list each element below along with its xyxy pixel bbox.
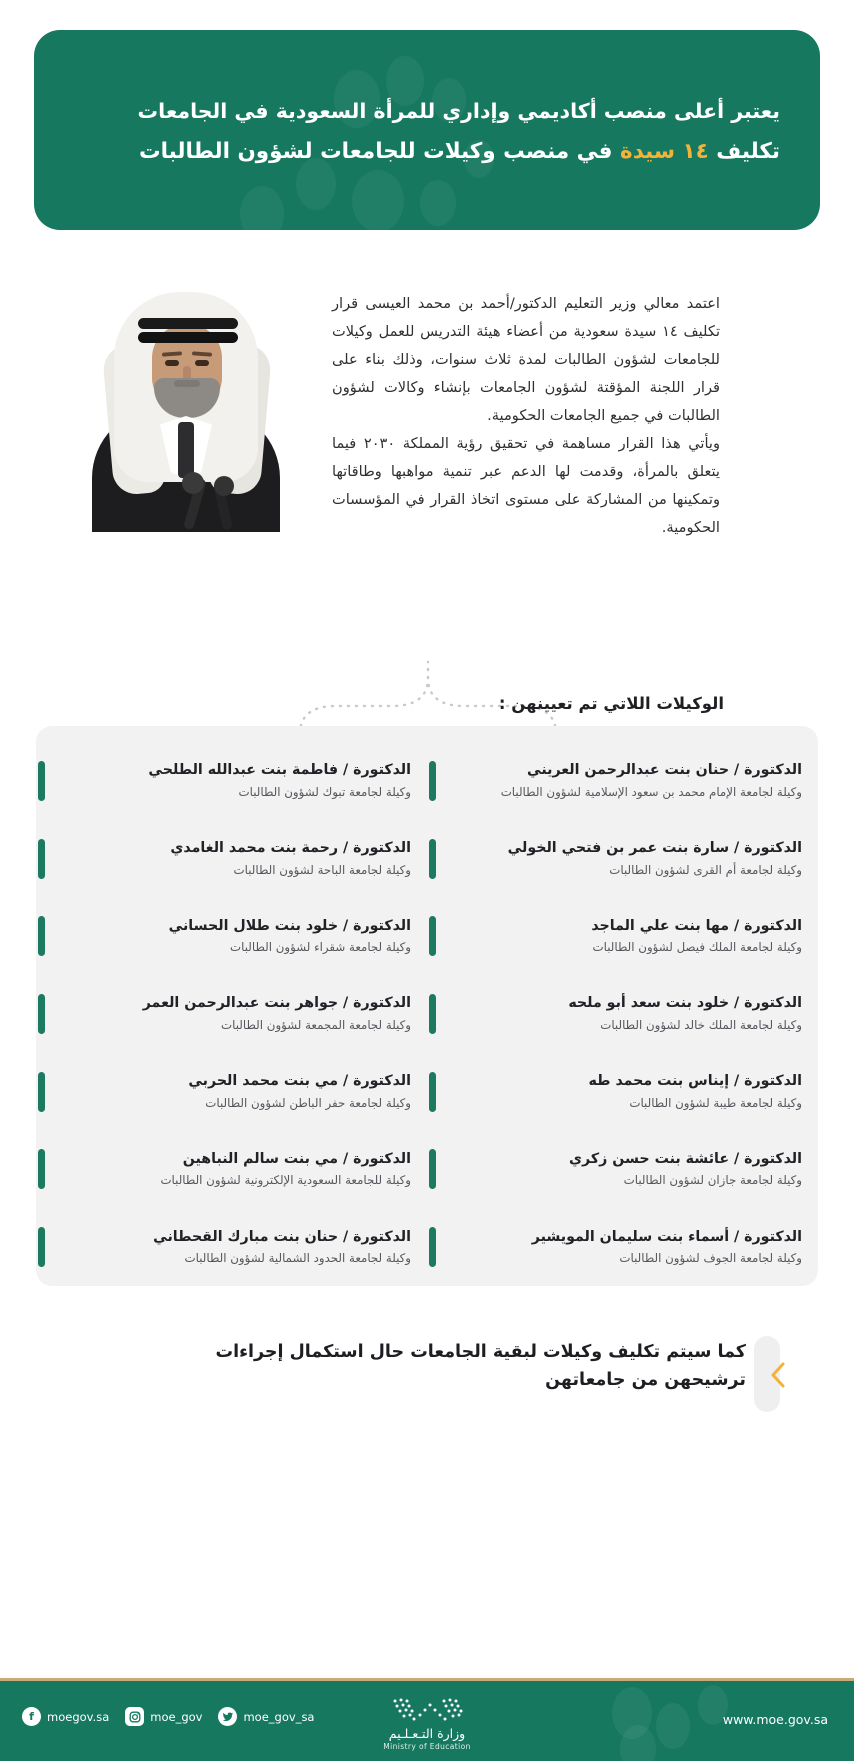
appointee-role: وكيلة لجامعة الملك فيصل لشؤون الطالبات bbox=[592, 940, 802, 955]
appointee-name: الدكتورة / عائشة بنت حسن زكري bbox=[569, 1150, 802, 1167]
social-handle: moe_gov bbox=[150, 1709, 203, 1724]
ministry-name-ar: وزارة التـعـلـيم bbox=[388, 1726, 466, 1741]
appointee-name: الدكتورة / مي بنت محمد الحربي bbox=[188, 1073, 411, 1090]
appointee-name: الدكتورة / حنان بنت مبارك القحطاني bbox=[153, 1228, 411, 1245]
intro-paragraph-1: اعتمد معالي وزير التعليم الدكتور/أحمد بن محمد العيسى قرار تكليف ١٤ سيدة سعودية من أعضاء هيئة التدريس للعمل وكيلات للجامعات لشؤون الطالبات لمدة ثلاث سنوات، وذلك بناء على قرار اللجنة المؤقتة لشؤون الجامعات بإنشاء وكالات لشؤون الطالبات في جميع الجامعات الحكومية. bbox=[332, 295, 720, 425]
appointee-name: الدكتورة / فاطمة بنت عبدالله الطلحي bbox=[148, 762, 411, 779]
appointee-name: الدكتورة / حنان بنت عبدالرحمن العريني bbox=[526, 762, 802, 779]
appointees-column-right bbox=[427, 726, 818, 1286]
banner-text-block bbox=[74, 96, 780, 168]
portrait-tie bbox=[178, 422, 194, 478]
appointee-name: الدكتورة / مها بنت علي الماجد bbox=[591, 917, 802, 934]
appointee-item[interactable] bbox=[36, 897, 427, 975]
appointee-item[interactable] bbox=[427, 1208, 818, 1286]
appointee-role: وكيلة لجامعة الإمام محمد بن سعود الإسلامية لشؤون الطالبات bbox=[500, 784, 802, 799]
social-handle: moe_gov_sa bbox=[243, 1709, 315, 1724]
appointee-role: وكيلة لجامعة شقراء لشؤون الطالبات bbox=[230, 940, 411, 955]
accent-bar bbox=[38, 994, 45, 1034]
accent-bar bbox=[38, 761, 45, 801]
social-link-facebook[interactable] bbox=[22, 1707, 109, 1726]
instagram-icon bbox=[125, 1707, 144, 1726]
appointee-name: الدكتورة / أسماء بنت سليمان المويشير bbox=[531, 1228, 802, 1245]
accent-bar bbox=[38, 839, 45, 879]
chevron-left-icon bbox=[770, 1362, 786, 1388]
accent-bar bbox=[429, 1227, 436, 1267]
ministry-name-en: Ministry of Education bbox=[383, 1742, 471, 1751]
closing-note bbox=[0, 1322, 854, 1442]
microphone-head-left bbox=[182, 472, 204, 494]
minister-portrait bbox=[86, 282, 286, 532]
banner-title-prefix: تكليف bbox=[708, 138, 780, 164]
accent-bar bbox=[429, 916, 436, 956]
accent-bar bbox=[38, 916, 45, 956]
appointee-role: وكيلة لجامعة جازان لشؤون الطالبات bbox=[623, 1173, 802, 1188]
accent-bar bbox=[38, 1227, 45, 1267]
footer-bar bbox=[0, 1681, 854, 1761]
appointee-role: وكيلة لجامعة حفر الباطن لشؤون الطالبات bbox=[205, 1095, 411, 1110]
appointee-name: الدكتورة / خلود بنت طلال الحساني bbox=[168, 917, 411, 934]
banner-subtitle: يعتبر أعلى منصب أكاديمي وإداري للمرأة السعودية في الجامعات bbox=[137, 99, 780, 123]
appointee-name: الدكتورة / إيناس بنت محمد طه bbox=[588, 1073, 802, 1090]
social-link-instagram[interactable] bbox=[125, 1707, 202, 1726]
appointee-role: وكيلة لجامعة الباحة لشؤون الطالبات bbox=[233, 862, 411, 877]
ministry-logo bbox=[347, 1697, 507, 1751]
portrait-moustache bbox=[174, 380, 200, 387]
list-heading-wrap bbox=[126, 694, 726, 713]
banner-title-highlight: ١٤ سيدة bbox=[620, 138, 709, 164]
appointee-item[interactable] bbox=[427, 820, 818, 898]
facebook-icon: f bbox=[22, 1707, 41, 1726]
portrait-agal-lower bbox=[138, 332, 238, 343]
accent-bar bbox=[38, 1072, 45, 1112]
twitter-icon bbox=[218, 1707, 237, 1726]
social-links bbox=[22, 1707, 314, 1726]
header-banner bbox=[34, 30, 820, 230]
ministry-logo-mark bbox=[347, 1697, 507, 1723]
appointees-column-left bbox=[36, 726, 427, 1286]
appointee-role: وكيلة لجامعة تبوك لشؤون الطالبات bbox=[238, 784, 411, 799]
portrait-eye-right bbox=[195, 360, 209, 366]
appointee-item[interactable] bbox=[36, 975, 427, 1053]
appointee-item[interactable] bbox=[427, 975, 818, 1053]
appointee-role: وكيلة لجامعة المجمعة لشؤون الطالبات bbox=[221, 1017, 411, 1032]
intro-section bbox=[0, 282, 854, 582]
appointee-item[interactable] bbox=[427, 897, 818, 975]
appointee-role: وكيلة لجامعة أم القرى لشؤون الطالبات bbox=[609, 862, 802, 877]
appointee-item[interactable] bbox=[36, 742, 427, 820]
appointee-name: الدكتورة / جواهر بنت عبدالرحمن العمر bbox=[142, 995, 411, 1012]
appointee-item[interactable] bbox=[36, 1131, 427, 1209]
portrait-eye-left bbox=[165, 360, 179, 366]
appointee-item[interactable] bbox=[427, 1053, 818, 1131]
accent-bar bbox=[429, 1149, 436, 1189]
accent-bar bbox=[429, 839, 436, 879]
social-handle: moegov.sa bbox=[47, 1709, 110, 1724]
appointee-name: الدكتورة / خلود بنت سعد أبو ملحه bbox=[568, 995, 802, 1012]
appointee-role: وكيلة لجامعة الملك خالد لشؤون الطالبات bbox=[600, 1017, 802, 1032]
banner-title bbox=[74, 135, 780, 168]
appointee-item[interactable] bbox=[36, 1208, 427, 1286]
list-heading: الوكيلات اللاتي تم تعيينهن : bbox=[498, 694, 724, 713]
accent-bar bbox=[429, 994, 436, 1034]
social-link-twitter[interactable] bbox=[218, 1707, 314, 1726]
appointee-role: وكيلة لجامعة الحدود الشمالية لشؤون الطالبات bbox=[184, 1251, 411, 1266]
appointee-name: الدكتورة / رحمة بنت محمد الغامدي bbox=[170, 839, 411, 856]
appointee-item[interactable] bbox=[36, 820, 427, 898]
appointee-role: وكيلة للجامعة السعودية الإلكترونية لشؤون الطالبات bbox=[160, 1173, 411, 1188]
note-text: كما سيتم تكليف وكيلات لبقية الجامعات حال استكمال إجراءات ترشيحهن من جامعاتهن bbox=[215, 1342, 746, 1391]
banner-title-suffix: في منصب وكيلات للجامعات لشؤون الطالبات bbox=[138, 138, 620, 164]
appointee-name: الدكتورة / مي بنت سالم النباهين bbox=[182, 1150, 411, 1167]
microphone-head-right bbox=[214, 476, 234, 496]
intro-paragraph-2: ويأتي هذا القرار مساهمة في تحقيق رؤية المملكة ٢٠٣٠ فيما يتعلق بالمرأة، وقدمت لها الدعم عبر تنمية مواهبها وطاقاتها وتمكينها من المشاركة على مستوى اتخاذ القرار في المؤسسات الحكومية. bbox=[332, 435, 721, 537]
appointee-item[interactable] bbox=[427, 742, 818, 820]
appointee-name: الدكتورة / سارة بنت عمر بن فتحي الخولي bbox=[507, 839, 802, 856]
appointees-columns bbox=[36, 726, 818, 1286]
appointee-role: وكيلة لجامعة طيبة لشؤون الطالبات bbox=[629, 1095, 802, 1110]
appointee-role: وكيلة لجامعة الجوف لشؤون الطالبات bbox=[619, 1251, 802, 1266]
portrait-agal-upper bbox=[138, 318, 238, 329]
accent-bar bbox=[429, 1072, 436, 1112]
accent-bar bbox=[429, 761, 436, 801]
website-url[interactable]: www.moe.gov.sa bbox=[722, 1712, 828, 1727]
intro-paragraphs bbox=[332, 290, 720, 542]
appointee-item[interactable] bbox=[36, 1053, 427, 1131]
appointee-item[interactable] bbox=[427, 1131, 818, 1209]
accent-bar bbox=[38, 1149, 45, 1189]
